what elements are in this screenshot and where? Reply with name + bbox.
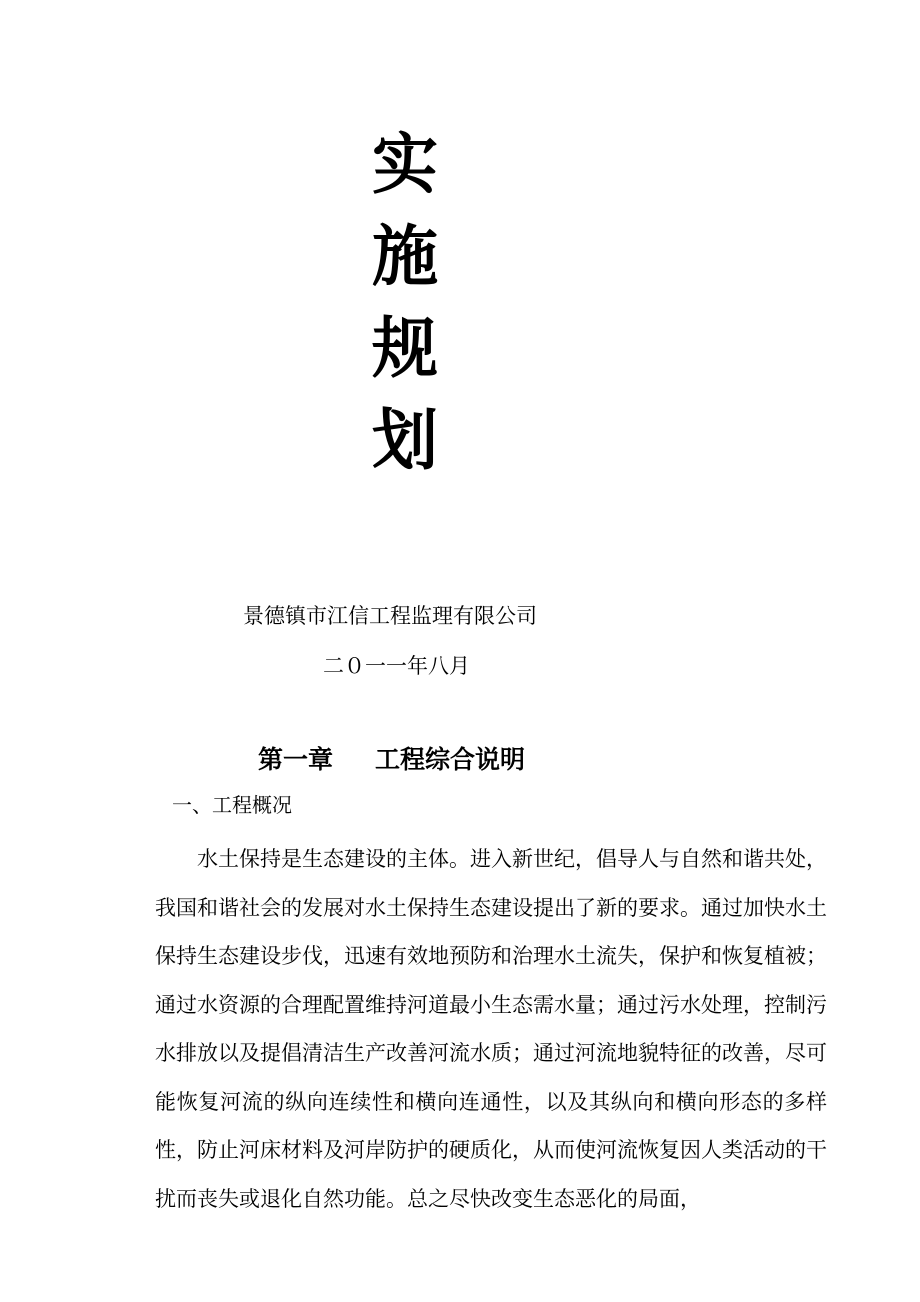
section-heading: 一、工程概况 — [172, 793, 292, 817]
cover-title-char: 施 — [372, 217, 438, 295]
chapter-number: 第一章 — [258, 745, 334, 774]
cover-title — [360, 118, 450, 486]
company-name: 景德镇市江信工程监理有限公司 — [243, 604, 537, 628]
cover-title-char: 划 — [372, 401, 438, 479]
body-paragraph: 水土保持是生态建设的主体。进入新世纪，倡导人与自然和谐共处，我国和谐社会的发展对水土保持生态建设提出了新的要求。通过加快水土保持生态建设步伐，迅速有效地预防和治理水土流失，保护和恢复植被；通过水资源的合理配置维持河道最小生态需水量；通过污水处理，控制污水排放以及提倡清洁生产改善河流水质；通过河流地貌特征的改善，尽可能恢复河流的纵向连续性和横向连通性，以及其纵向和横向形态的多样性，防止河床材料及河岸防护的硬质化，从而使河流恢复因人类活动的干扰而丧失或退化自然功能。总之尽快改变生态恶化的局面， — [155, 847, 827, 1211]
chapter-title: 工程综合说明 — [375, 745, 526, 774]
cover-title-char: 实 — [372, 125, 438, 203]
chapter-heading — [258, 742, 525, 778]
cover-title-char: 规 — [372, 309, 438, 387]
document-date: 二０一一年八月 — [323, 654, 470, 678]
